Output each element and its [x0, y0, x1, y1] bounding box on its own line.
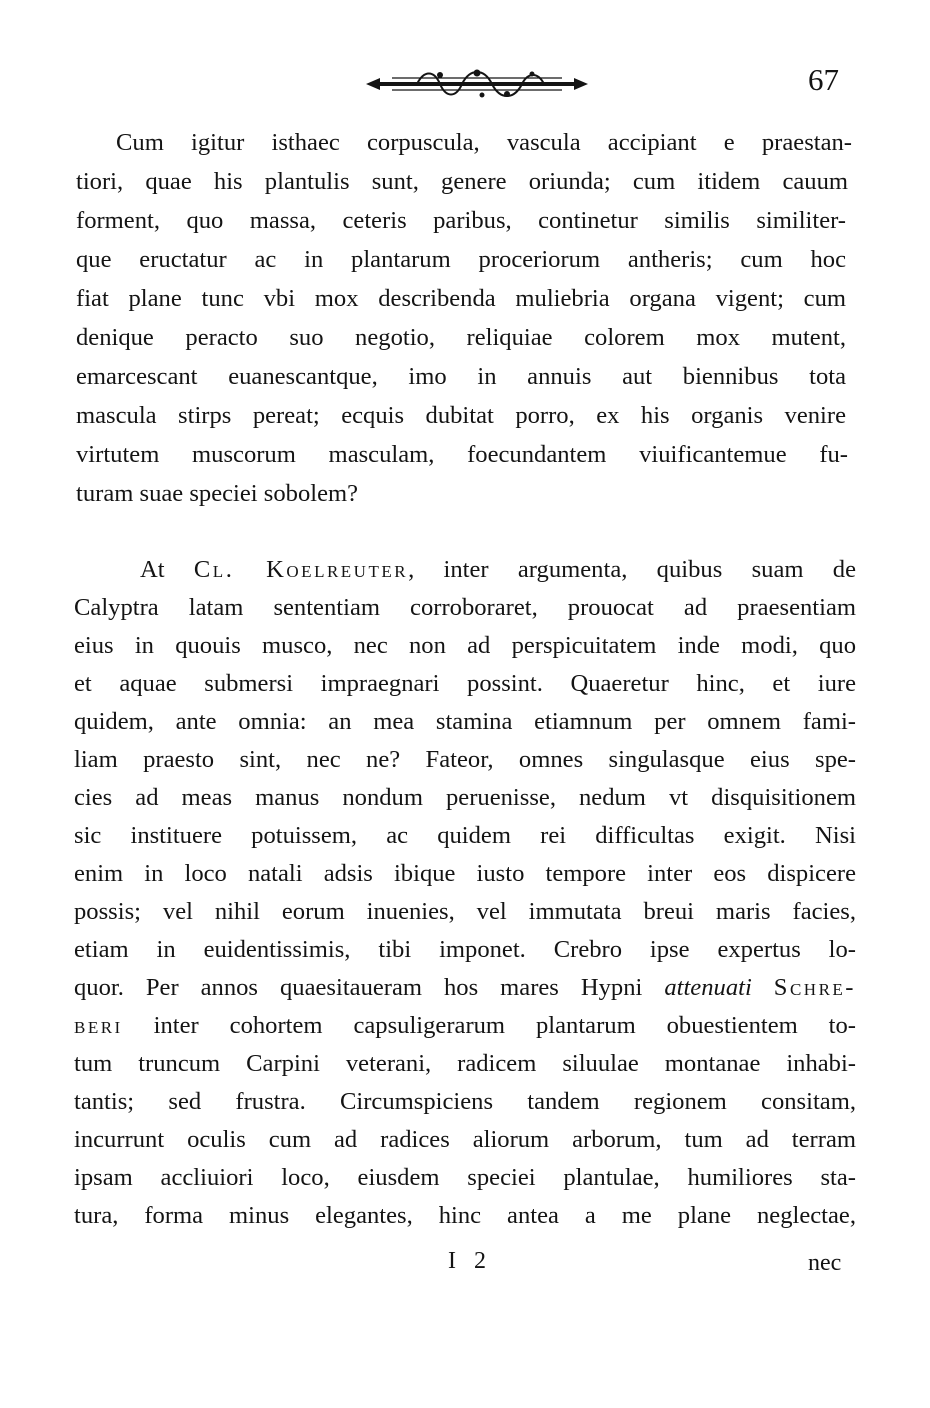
text-line: mascula stirps pereat; ecquis dubitat porro, ex his organis venire: [76, 402, 846, 429]
text-line: eius in quouis musco, nec non ad perspicuitatem inde modi, quo: [74, 632, 856, 659]
text-line: forment, quo massa, ceteris paribus, continetur similis similiter-: [76, 207, 846, 234]
text-line: Cum igitur isthaec corpuscula, vascula accipiant e praestan-: [116, 129, 852, 156]
text-line: emarcescant euanescantque, imo in annuis aut biennibus tota: [76, 363, 846, 390]
text-fragment: quor. Per annos quaesitaueram hos mares Hypni: [74, 974, 665, 1001]
species-name: attenuati: [664, 974, 752, 1001]
text-line: enim in loco natali adsis ibique iusto tempore inter eos dispicere: [74, 860, 856, 887]
text-fragment: , inter argumenta, quibus suam de: [408, 556, 857, 583]
text-line: et aquae submersi impraegnari possint. Quaeretur hinc, et iure: [74, 670, 856, 697]
text-line: quidem, ante omnia: an mea stamina etiamnum per omnem fami-: [74, 708, 856, 735]
author-name: Cl. Koelreuter: [193, 556, 409, 583]
text-line: Calyptra latam sententiam corroboraret, prouocat ad praesentiam: [74, 594, 856, 621]
text-fragment: inter cohortem capsuligerarum plantarum obuestientem to-: [153, 1012, 856, 1039]
author-abbrev: beri: [74, 1012, 123, 1039]
text-line-with-author: [74, 1007, 856, 1045]
text-line: que eructatur ac in plantarum proceriorum antheris; cum hoc: [76, 246, 846, 273]
author-abbrev: Schre-: [773, 974, 856, 1001]
text-line: ipsam accliuiori loco, eiusdem speciei plantulae, humiliores sta-: [74, 1164, 856, 1191]
text-fragment: At: [140, 556, 194, 583]
text-line: sic instituere potuissem, ac quidem rei difficultas exigit. Nisi: [74, 822, 856, 849]
text-line: cies ad meas manus nondum peruenisse, nedum vt disquisitionem: [74, 784, 856, 811]
text-line: tantis; sed frustra. Circumspiciens tandem regionem consitam,: [74, 1088, 856, 1115]
headpiece-ornament: [362, 64, 592, 102]
text-line: incurrunt oculis cum ad radices aliorum arborum, tum ad terram: [74, 1126, 856, 1153]
text-line-with-author: [140, 551, 856, 589]
text-line-with-species: [74, 969, 856, 1007]
text-line: virtutem muscorum masculam, foecundantem viuificantemue fu-: [76, 441, 848, 468]
text-line: fiat plane tunc vbi mox describenda muliebria organa vigent; cum: [76, 285, 846, 312]
text-line: tiori, quae his plantulis sunt, genere oriunda; cum itidem cauum: [76, 168, 848, 195]
text-line: tura, forma minus elegantes, hinc antea a me plane neglectae,: [74, 1202, 856, 1229]
text-line: liam praesto sint, nec ne? Fateor, omnes singulasque eius spe-: [74, 746, 856, 773]
signature-mark: I 2: [448, 1248, 492, 1274]
page-number: 67: [808, 62, 839, 97]
text-line: turam suae speciei sobolem?: [76, 480, 359, 507]
text-line: possis; vel nihil eorum inuenies, vel immutata breui maris facies,: [74, 898, 856, 925]
text-line: tum truncum Carpini veterani, radicem siluulae montanae inhabi-: [74, 1050, 856, 1077]
catchword: nec: [808, 1250, 842, 1276]
text-line: denique peracto suo negotio, reliquiae colorem mox mutent,: [76, 324, 846, 351]
text-line: etiam in euidentissimis, tibi imponet. Crebro ipse expertus lo-: [74, 936, 856, 963]
